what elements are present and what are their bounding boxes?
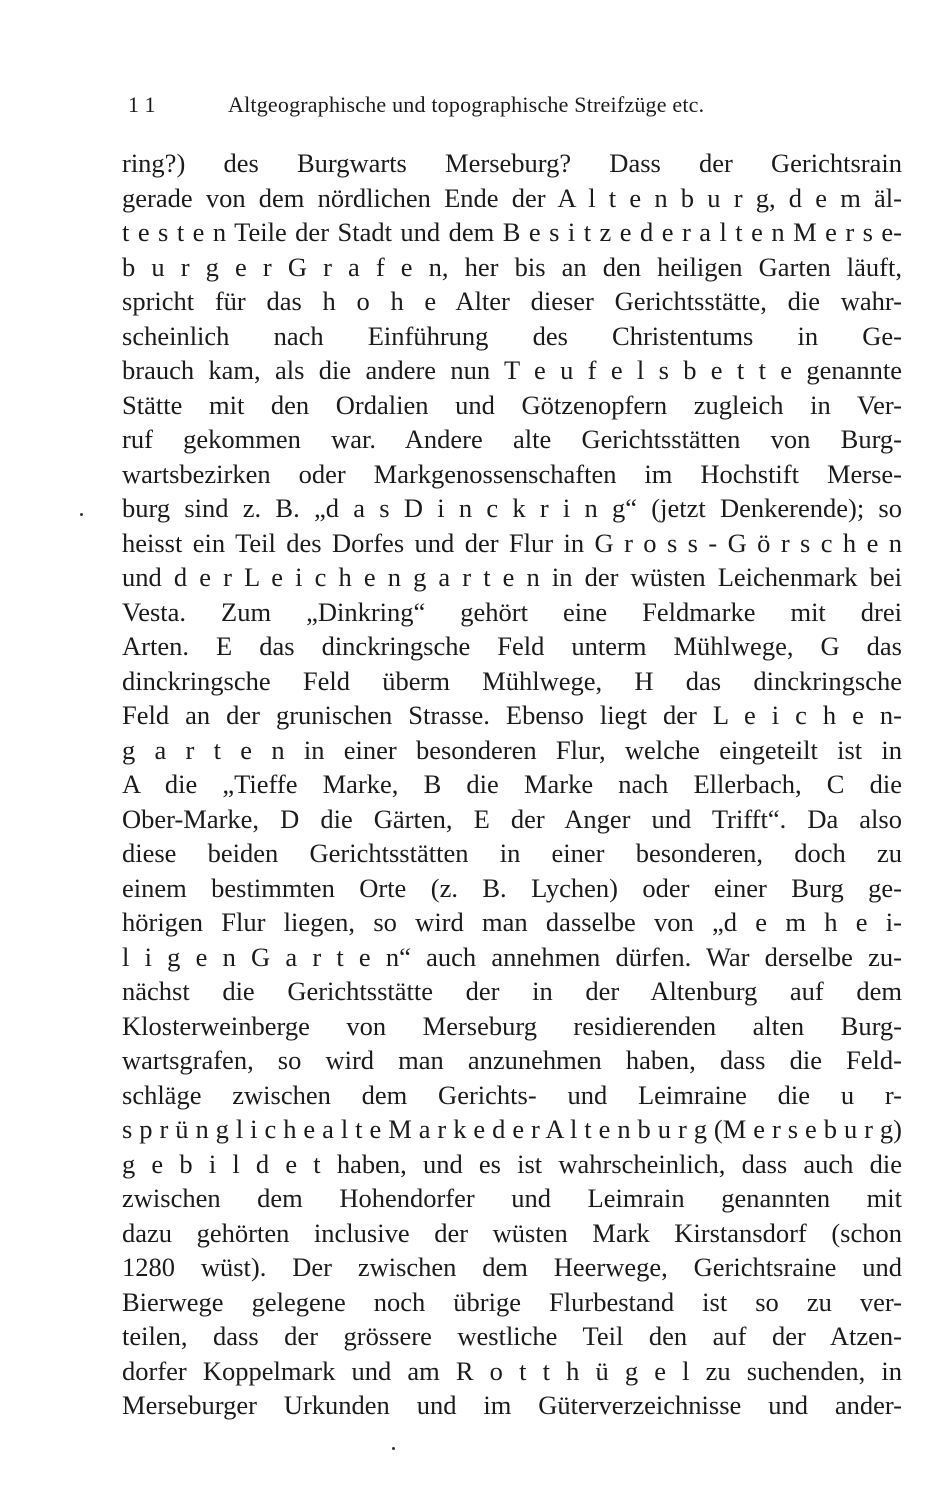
text-line: g e b i l d e t haben, und es ist wahrscheinlich, dass auch die	[122, 1148, 902, 1179]
text-line: Merseburger Urkunden und im Güterverzeichnisse und ander-	[122, 1390, 902, 1420]
text-line: A die „Tieffe Marke, B die Marke nach Ellerbach, C die	[122, 769, 902, 799]
text-line: nächst die Gerichtsstätte der in der Altenburg auf dem	[122, 976, 902, 1006]
text-line: teilen, dass der grössere westliche Teil den auf der Atzen-	[122, 1321, 902, 1351]
text-line: Bierwege gelegene noch übrige Flurbestand ist so zu ver-	[122, 1286, 902, 1317]
text-line: brauch kam, als die andere nun T e u f e l s b e t t e genannte	[122, 355, 902, 385]
text-line: Feld an der grunischen Strasse. Ebenso liegt der L e i c h e n-	[122, 700, 902, 730]
text-line: Ober-Marke, D die Gärten, E der Anger und Trifft“. Da also	[122, 803, 902, 834]
running-header	[120, 90, 820, 120]
text-line: Arten. E das dinckringsche Feld unterm Mühlwege, G das	[122, 631, 902, 661]
text-line: hörigen Flur liegen, so wird man dasselbe von „d e m h e i-	[122, 907, 902, 937]
print-speck	[392, 1447, 395, 1450]
text-line: wartsgrafen, so wird man anzunehmen haben, dass die Feld-	[122, 1045, 902, 1075]
text-line: t e s t e n Teile der Stadt und dem B e s i t z e d e r a l t e n M e r s e-	[122, 217, 902, 247]
text-line: 1280 wüst). Der zwischen dem Heerwege, Gerichtsraine und	[122, 1252, 902, 1282]
text-line: s p r ü n g l i c h e a l t e M a r k e d e r A l t e n b u r g (M e r s e b u r g)	[122, 1114, 902, 1144]
text-line: dazu gehörten inclusive der wüsten Mark Kirstansdorf (schon	[122, 1217, 902, 1248]
text-line: burg sind z. B. „d a s D i n c k r i n g“ (jetzt Denkerende); so	[122, 493, 902, 523]
text-line: gerade von dem nördlichen Ende der A l t e n b u r g, d e m äl-	[122, 182, 902, 213]
text-line: ruf gekommen war. Andere alte Gerichtsstätten von Burg-	[122, 424, 902, 454]
text-line: heisst ein Teil des Dorfes und der Flur in G r o s s - G ö r s c h e n	[122, 527, 902, 558]
text-line: dorfer Koppelmark und am R o t t h ü g e l zu suchenden, in	[122, 1355, 902, 1386]
text-line: l i g e n G a r t e n“ auch annehmen dürfen. War derselbe zu-	[122, 941, 902, 972]
running-title: Altgeographische und topographische Streifzüge etc.	[228, 92, 705, 117]
text-line: spricht für das h o h e Alter dieser Gerichtsstätte, die wahr-	[122, 286, 902, 316]
text-line: Stätte mit den Ordalien und Götzenopfern zugleich in Ver-	[122, 389, 902, 420]
text-line: diese beiden Gerichtsstätten in einer besonderen, doch zu	[122, 838, 902, 868]
text-line: g a r t e n in einer besonderen Flur, welche eingeteilt ist in	[122, 734, 902, 765]
text-line: und d e r L e i c h e n g a r t e n in der wüsten Leichenmark bei	[122, 562, 902, 592]
text-line: ring?) des Burgwarts Merseburg? Dass der Gerichtsrain	[122, 148, 902, 178]
print-speck	[80, 513, 83, 516]
page-number: 1 1	[128, 92, 156, 117]
text-line: b u r g e r G r a f e n, her bis an den heiligen Garten läuft,	[122, 251, 902, 282]
text-line: einem bestimmten Orte (z. B. Lychen) oder einer Burg ge-	[122, 872, 902, 903]
text-line: Klosterweinberge von Merseburg residierenden alten Burg-	[122, 1010, 902, 1041]
body-text	[122, 146, 902, 1423]
text-line: Vesta. Zum „Dinkring“ gehört eine Feldmarke mit drei	[122, 596, 902, 627]
text-line: scheinlich nach Einführung des Christentums in Ge-	[122, 320, 902, 351]
text-line: wartsbezirken oder Markgenossenschaften im Hochstift Merse-	[122, 458, 902, 489]
text-line: schläge zwischen dem Gerichts- und Leimraine die u r-	[122, 1079, 902, 1110]
text-line: dinckringsche Feld überm Mühlwege, H das dinckringsche	[122, 665, 902, 696]
text-line: zwischen dem Hohendorfer und Leimrain genannten mit	[122, 1183, 902, 1213]
